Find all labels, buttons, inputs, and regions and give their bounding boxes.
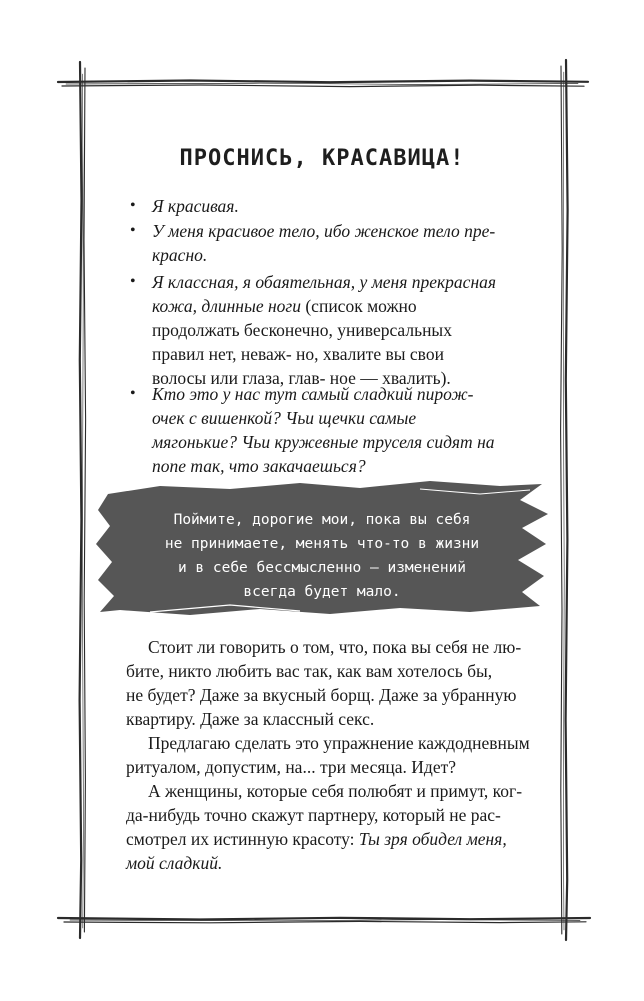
body-text xyxy=(126,635,530,875)
paragraph-line xyxy=(126,827,516,851)
quote-line: Поймите, дорогие мои, пока вы себя xyxy=(173,512,471,528)
paragraph-line: Стоит ли говорить о том, что, пока вы себя не лю- xyxy=(148,637,522,657)
page-title: ПРОСНИСЬ, КРАСАВИЦА! xyxy=(179,146,465,171)
paragraph-line: мой сладкий. xyxy=(126,853,223,873)
paragraph-line: квартиру. Даже за классный секс. xyxy=(126,709,375,729)
paragraph-line: бите, никто любить вас так, как вам хотелось бы, xyxy=(126,661,493,681)
paragraph-text: смотрел их истинную красоту: xyxy=(126,829,359,849)
list-item-italic: Кто это у нас тут самый сладкий пирож- очек с вишенкой? Чьи щечки самые мягонькие? Чьи кружевные труселя сидят на попе так, что закачаешься? xyxy=(152,384,495,476)
bullet-icon: • xyxy=(130,222,136,239)
paragraph-line: да-нибудь точно скажут партнеру, который не рас- xyxy=(126,805,501,825)
list-item-italic: У меня красивое тело, ибо женское тело пре- красно. xyxy=(152,221,496,265)
list-item-italic: Я классная, я обаятельная, у меня прекрасная кожа, длинные ноги xyxy=(152,272,497,316)
bullet-icon: • xyxy=(130,197,136,214)
paragraph-italic: Ты зря обидел меня, xyxy=(358,829,507,849)
paragraph-line: не будет? Даже за вкусный борщ. Даже за убранную xyxy=(126,685,517,705)
bullet-icon: • xyxy=(130,385,136,402)
quote-line: всегда будет мало. xyxy=(243,584,401,600)
bullet-icon: • xyxy=(130,273,136,290)
quote-line: не принимаете, менять что-то в жизни xyxy=(164,536,480,552)
paragraph-line: ритуалом, допустим, на... три месяца. Идет? xyxy=(126,757,457,777)
paragraph-line: А женщины, которые себя полюбят и примут, ког- xyxy=(148,781,523,801)
quote-text xyxy=(118,508,526,604)
list-item-italic: Я красивая. xyxy=(152,196,239,216)
list-item-text: (список можно продолжать бесконечно, универсальных правил нет, неваж- но, хвалите вы свои волосы или глаза, глав- ное — хвалить). xyxy=(152,296,452,388)
paragraph-line: Предлагаю сделать это упражнение каждодневным xyxy=(148,733,530,753)
quote-line: и в себе бессмысленно — изменений xyxy=(177,560,467,576)
